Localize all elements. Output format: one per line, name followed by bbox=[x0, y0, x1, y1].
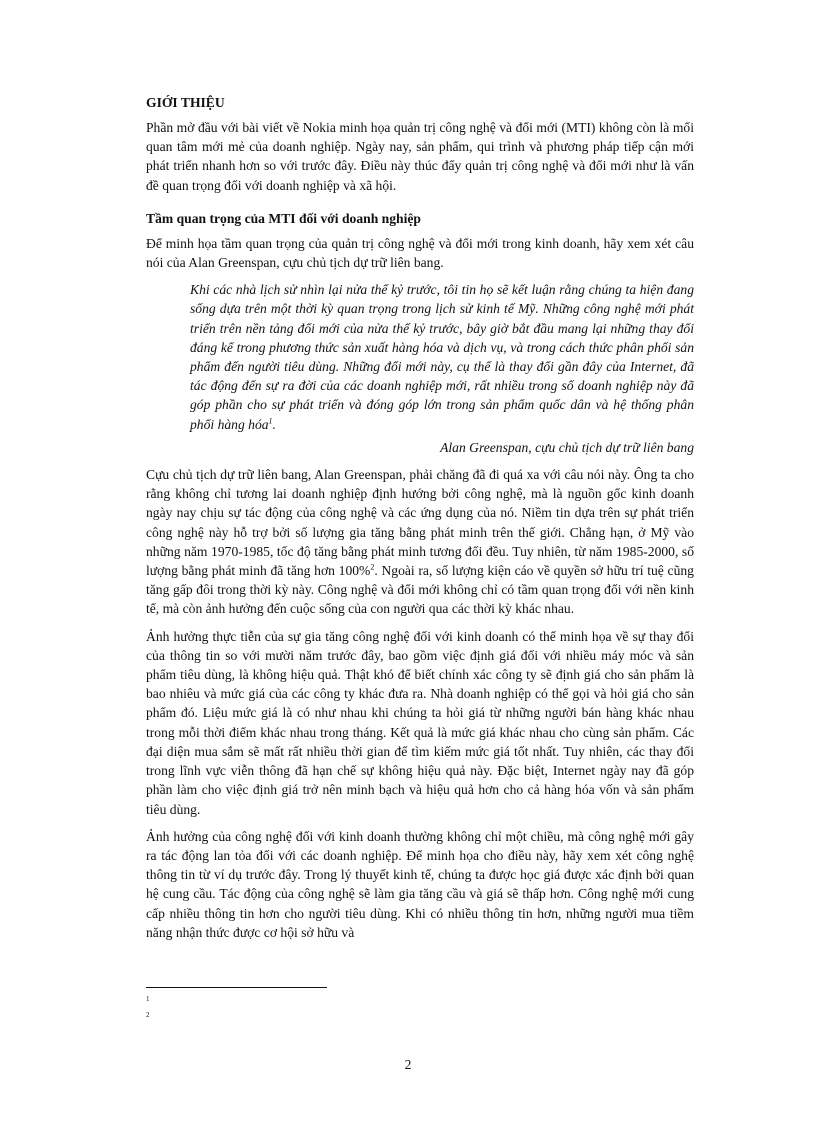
paragraph-3: Ảnh hưởng của công nghệ đối với kinh doanh thường không chỉ một chiều, mà công nghệ mới gây ra tác động lan tỏa đối với các doanh nghiệp. Để minh họa cho điều này, hãy xem xét công nghệ thông tin từ ví dụ trước đây. Trong lý thuyết kinh tế, chúng ta được học giá được xác định bởi quan hệ cung cầu. Tác động của công nghệ sẽ làm gia tăng cầu và giá sẽ thấp hơn. Công nghệ mới cung cấp nhiều thông tin hơn cho người tiêu dùng. Khi có nhiều thông tin hơn, những người mua tiềm năng nhận thức được cơ hội sở hữu và bbox=[146, 828, 694, 940]
footnote-divider bbox=[146, 987, 327, 988]
page-heading: GIỚI THIỆU bbox=[146, 95, 225, 110]
footnote-reference-1: 1 bbox=[268, 416, 273, 426]
document-body bbox=[146, 93, 694, 950]
paragraph-1-continuation: . Ngoài ra, số lượng kiện cáo về quyền sở hữu trí tuệ cũng tăng gấp đôi trong thời kỳ này. Công nghệ và đổi mới không chỉ có tầm quan trọng đối với nền kinh tế, mà còn ảnh hưởng đến cuộc sống của con người qua các thời kỳ khác nhau. bbox=[146, 563, 694, 617]
quote-end: . bbox=[272, 416, 276, 432]
footnote-reference-2: 2 bbox=[370, 562, 375, 572]
section-title: Tầm quan trọng của MTI đối với doanh nghiệp bbox=[146, 210, 421, 226]
block-quote bbox=[190, 280, 694, 434]
paragraph-2: Ảnh hưởng thực tiễn của sự gia tăng công nghệ đối với kinh doanh có thể minh họa về sự thay đổi của thông tin so với mười năm trước đây, bao gồm việc định giá đối với nhiều máy móc và sản phẩm tiêu dùng, là không hiệu quả. Thật khó để biết chính xác công ty sẽ định giá cho sản phẩm là bao nhiêu và mức giá của các công ty khác đưa ra. Nhà doanh nghiệp có thể gọi và hỏi giá cho sản phẩm đó. Liệu mức giá là có như nhau khi chúng ta hỏi giá từ những người bán hàng khác nhau trong mỗi thời điểm khác nhau trong tháng. Kết quả là mức giá khác nhau cho cùng sản phẩm. Các đại diện mua sắm sẽ mất rất nhiều thời gian để tìm kiếm mức giá tốt nhất. Tuy nhiên, các thay đổi trong lĩnh vực viễn thông đã hạn chế sự không hiệu quả này. Đặc biệt, Internet ngày nay đã góp phần làm cho việc định giá trở nên minh bạch và hiệu quả hơn cho cả hàng hóa vốn và sản phẩm tiêu dùng. bbox=[146, 628, 694, 817]
footnote-2: 2 bbox=[146, 1011, 150, 1019]
intro-paragraph: Phần mở đầu với bài viết về Nokia minh họa quản trị công nghệ và đổi mới (MTI) không còn là mối quan tâm mới mẻ của doanh nghiệp. Ngày nay, sản phẩm, qui trình và phương pháp tiếp cận mới phát triển nhanh hơn so với trước đây. Điều này thúc đẩy quản trị công nghệ và đổi mới như là vấn đề quan trọng đối với doanh nghiệp và xã hội. bbox=[146, 120, 694, 193]
paragraph-1 bbox=[146, 465, 694, 619]
paragraph-1-text: Cựu chủ tịch dự trữ liên bang, Alan Greenspan, phải chăng đã đi quá xa với câu nói này. Ông ta cho rằng không chỉ tương lai doanh nghiệp định hướng bởi công nghệ, mà là nguồn gốc kinh doanh ngày nay chịu sự tác động của công nghệ và các ứng dụng của nó. Niềm tin dựa trên sự phát triển công nghệ này hỗ trợ bởi số lượng gia tăng bằng phát minh trên thế giới. Chẳng hạn, ở Mỹ vào những năm 1970-1985, tốc độ tăng bằng phát minh tương đối đều. Tuy nhiên, từ năm 1985-2000, số lượng bằng phát minh đã tăng hơn 100% bbox=[146, 467, 694, 579]
section-intro-paragraph: Để minh họa tầm quan trọng của quản trị công nghệ và đổi mới trong kinh doanh, hãy xem xét câu nói của Alan Greenspan, cựu chủ tịch dự trữ liên bang. bbox=[146, 235, 694, 271]
quote-text: Khi các nhà lịch sử nhìn lại nửa thế kỷ trước, tôi tin họ sẽ kết luận rằng chúng ta hiện đang sống dựa trên một thời kỳ quan trọng trong lịch sử kinh tế Mỹ. Những công nghệ mới phát triển trên nền tảng đổi mới của nửa thế kỷ trước, bây giờ bắt đầu mang lại những thay đổi đáng kể trong phương thức sản xuất hàng hóa và dịch vụ, và trong cách thức phân phối sản phẩm đến người tiêu dùng. Những đổi mới này, cụ thể là thay đổi gần đây của Internet, đã tác động đến sự ra đời của các doanh nghiệp mới, rất nhiều trong số doanh nghiệp này đã góp phần cho sự phát triển và đóng góp lớn trong sản phẩm quốc dân và hệ thống phân phối hàng hóa bbox=[190, 282, 694, 432]
page-number: 2 bbox=[404, 1057, 412, 1072]
quote-attribution: Alan Greenspan, cựu chủ tịch dự trữ liên bang bbox=[440, 439, 694, 455]
footnote-1: 1 bbox=[146, 995, 150, 1003]
